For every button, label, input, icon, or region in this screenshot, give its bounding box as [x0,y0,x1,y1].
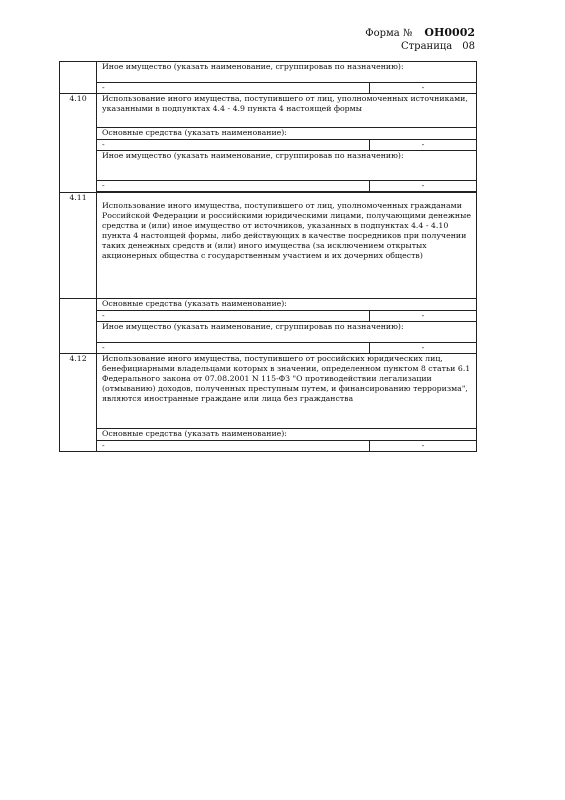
table-row [60,322,477,343]
table-row [60,343,477,354]
value-cell: - [97,343,370,354]
form-header [365,26,475,53]
row-description-4-10: Использование иного имущества, поступившего от лиц, уполномоченных источниками, указанными в подпунктах 4.4 - 4.9 пункта 4 настоящей формы [97,94,477,128]
value-cell: - [97,83,370,94]
table-row [60,62,477,83]
row-number-4-12: 4.12 [60,354,97,452]
value-cell: - [370,140,477,151]
value-cell: - [97,181,370,192]
table-row [60,429,477,441]
row-number-cell [60,299,97,354]
page-label: Страница [400,41,453,52]
value-cell: - [97,311,370,322]
table-row [60,354,477,429]
fixed-assets-label: Основные средства (указать наименование): [97,299,477,311]
value-cell: - [97,441,370,452]
value-cell: - [370,181,477,192]
table-row [60,311,477,322]
row-number-4-10: 4.10 [60,94,97,193]
table-row [60,83,477,94]
table-row [60,94,477,128]
table-row [60,140,477,151]
page-line [365,40,475,53]
value-cell: - [97,140,370,151]
page-number: 08 [462,41,475,52]
value-cell: - [370,441,477,452]
value-cell: - [370,83,477,94]
table-row [60,299,477,311]
table-row [60,128,477,140]
value-cell: - [370,343,477,354]
table-row [60,193,477,299]
value-cell: - [370,311,477,322]
form-number-line [365,26,475,40]
table-row [60,181,477,192]
property-usage-table [59,61,477,452]
table-row [60,441,477,452]
other-property-label: Иное имущество (указать наименование, сгруппировав по назначению): [97,151,477,181]
row-number-4-11: 4.11 [60,193,97,299]
table-row [60,151,477,181]
fixed-assets-label: Основные средства (указать наименование): [97,429,477,441]
other-property-label: Иное имущество (указать наименование, сгруппировав по назначению): [97,62,477,83]
row-description-4-11: Использование иного имущества, поступившего от лиц, уполномоченных гражданами Российской Федерации и российскими юридическими лицами, получающими денежные средства и (или) иное имущество от источников, указанных в подпунктах 4.4 - 4.10 пункта 4 настоящей формы, либо действующих в качестве посредников при получении таких денежных средств и (или) иного имущества (за исключением открытых акционерных общества с государственным участием и их дочерних обществ) [97,193,477,299]
fixed-assets-label: Основные средства (указать наименование): [97,128,477,140]
row-description-4-12: Использование иного имущества, поступившего от российских юридических лиц, бенефициарными владельцами которых в значении, определенном пунктом 8 статьи 6.1 Федерального закона от 07.08.2001 N 115-ФЗ "О противодействии легализации (отмыванию) доходов, полученных преступным путем, и финансированию терроризма", являются иностранные граждане или лица без гражданства [97,354,477,429]
form-code: ОН0002 [424,26,475,39]
row-number-cell [60,62,97,94]
form-label: Форма № [365,28,413,39]
other-property-label: Иное имущество (указать наименование, сгруппировав по назначению): [97,322,477,343]
